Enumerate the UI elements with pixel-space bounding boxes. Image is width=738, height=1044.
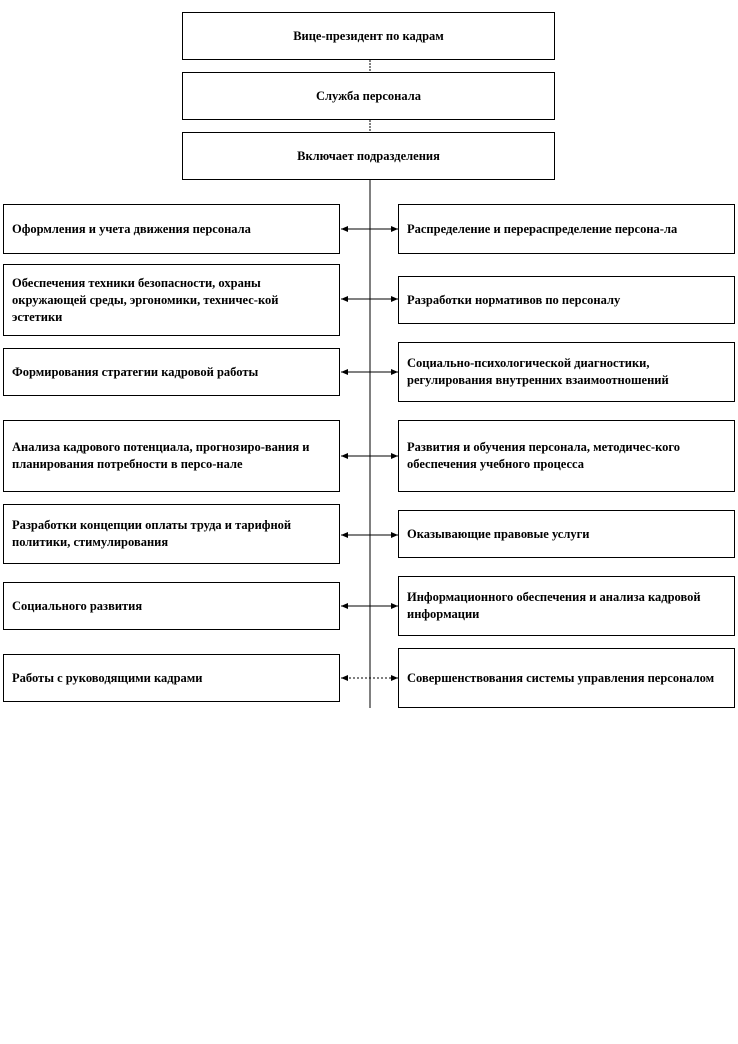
left-unit-label: Работы с руководящими кадрами [12, 670, 203, 685]
right-unit-label: Оказывающие правовые услуги [407, 526, 590, 541]
hr-service-box [182, 72, 555, 120]
left-unit-6 [3, 582, 340, 630]
vp-hr-label: Вице-президент по кадрам [293, 28, 444, 43]
includes-units-label: Включает подразделения [297, 148, 440, 163]
right-unit-3 [398, 342, 735, 402]
left-unit-label: Анализа кадрового потенциала, прогнозиро-вания и планирования потребности в персо-нале [12, 440, 310, 471]
right-unit-label: Совершенствования системы управления персоналом [407, 670, 715, 685]
left-unit-3 [3, 348, 340, 396]
right-unit-label: Социально-психологической диагностики, регулирования внутренних взаимоотношений [407, 356, 669, 387]
left-unit-label: Обеспечения техники безопасности, охраны окружающей среды, эргономики, техничес-кой эстетики [12, 275, 279, 324]
right-unit-1 [398, 204, 735, 254]
right-unit-7 [398, 648, 735, 708]
left-unit-7 [3, 654, 340, 702]
vp-hr-box [182, 12, 555, 60]
right-unit-6 [398, 576, 735, 636]
left-unit-label: Социального развития [12, 598, 143, 613]
right-unit-label: Разработки нормативов по персоналу [407, 292, 621, 307]
left-unit-4 [3, 420, 340, 492]
right-unit-4 [398, 420, 735, 492]
left-unit-label: Разработки концепции оплаты труда и тарифной политики, стимулирования [12, 518, 292, 549]
right-unit-2 [398, 276, 735, 324]
right-unit-label: Развития и обучения персонала, методичес-кого обеспечения учебного процесса [407, 440, 680, 471]
left-unit-5 [3, 504, 340, 564]
includes-units-box [182, 132, 555, 180]
left-unit-label: Формирования стратегии кадровой работы [12, 364, 259, 379]
right-unit-5 [398, 510, 735, 558]
left-unit-2 [3, 264, 340, 336]
right-unit-label: Информационного обеспечения и анализа кадровой информации [407, 590, 701, 621]
left-unit-1 [3, 204, 340, 254]
hr-service-label: Служба персонала [316, 88, 421, 103]
right-unit-label: Распределение и перераспределение персона-ла [407, 221, 678, 236]
left-unit-label: Оформления и учета движения персонала [12, 221, 251, 236]
